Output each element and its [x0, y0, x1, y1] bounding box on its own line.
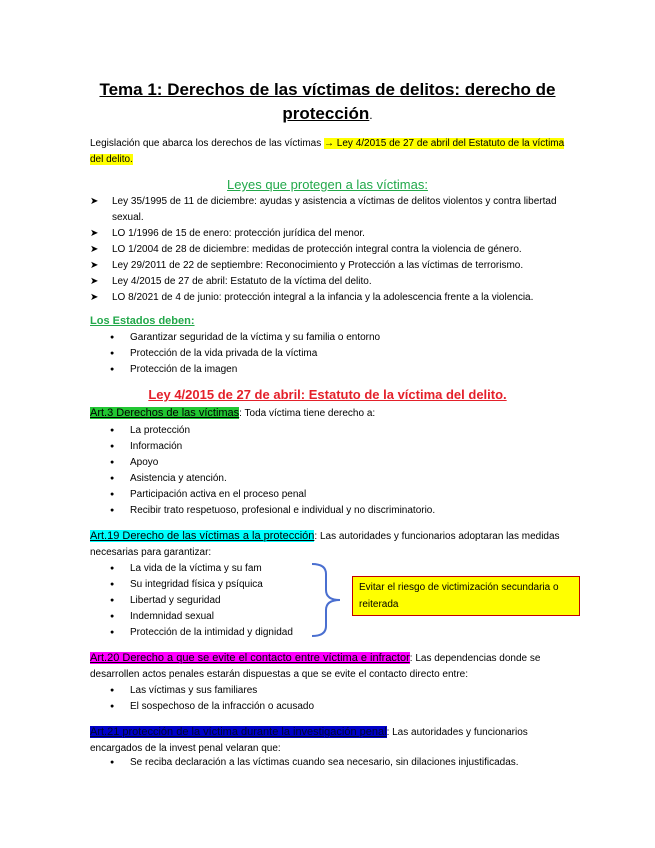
- curly-brace-icon: [308, 560, 348, 640]
- art3-text: : Toda víctima tiene derecho a:: [239, 408, 376, 419]
- art3-label: Art.3 Derechos de las víctimas: [90, 407, 240, 419]
- art21-text: : Las autoridades y funcionarios encargados de la invest penal velaran que:: [90, 727, 528, 754]
- page-title: [60, 78, 595, 127]
- list-item: ● Garantizar seguridad de la víctima y su familia o entorno: [110, 330, 550, 346]
- art20-label: Art.20 Derecho a que se evite el contacto entre víctima e infractor: [90, 652, 410, 664]
- estados-heading: Los Estados deben:: [90, 315, 195, 327]
- list-item: ● Protección de la imagen: [110, 362, 550, 378]
- title-line-1: Tema 1: Derechos de las víctimas de delitos: derecho de: [99, 80, 556, 99]
- art19-list: [110, 561, 320, 641]
- ley4-heading: Ley 4/2015 de 27 de abril: Estatuto de la víctima del delito.: [148, 387, 507, 402]
- leyes-list: [90, 194, 572, 306]
- art21-paragraph: [90, 724, 570, 757]
- estados-list: [110, 330, 550, 378]
- list-item: ➤ Ley 29/2011 de 22 de septiembre: Reconocimiento y Protección a las víctimas de terrorismo.: [90, 258, 572, 274]
- art21-label: Art.21 protección de la víctima durante la investigación penal: [90, 726, 387, 738]
- legislacion-paragraph: [90, 136, 568, 168]
- list-item: ● La vida de la víctima y su fam: [110, 561, 320, 577]
- legislacion-highlight: → Ley 4/2015 de 27 de abril del Estatuto de la víctima del delito.: [90, 138, 565, 165]
- leyes-heading: Leyes que protegen a las víctimas:: [227, 177, 428, 192]
- art21-list: [110, 755, 570, 771]
- list-item: ● La protección: [110, 423, 570, 439]
- art3-list: [110, 423, 570, 519]
- list-item: ● Apoyo: [110, 455, 570, 471]
- list-item: ➤ LO 1/2004 de 28 de diciembre: medidas de protección integral contra la violencia de género.: [90, 242, 572, 258]
- list-item: ● Libertad y seguridad: [110, 593, 320, 609]
- list-item: ● Información: [110, 439, 570, 455]
- art20-text: : Las dependencias donde se desarrollen actos penales estarán dispuestas a que se evite el contacto directo entre:: [90, 653, 541, 680]
- list-item: ● Su integridad física y psíquica: [110, 577, 320, 593]
- list-item: ➤ Ley 4/2015 de 27 de abril: Estatuto de la víctima del delito.: [90, 274, 572, 290]
- list-item: ● Las víctimas y sus familiares: [110, 683, 550, 699]
- list-item: ● Asistencia y atención.: [110, 471, 570, 487]
- list-item: ● Protección de la vida privada de la víctima: [110, 346, 550, 362]
- art3-paragraph: [90, 405, 570, 422]
- legislacion-text: Legislación que abarca los derechos de las víctimas: [90, 138, 325, 149]
- list-item: ➤ LO 8/2021 de 4 de junio: protección integral a la infancia y la adolescencia frente a la violencia.: [90, 290, 572, 306]
- list-item: ● El sospechoso de la infracción o acusado: [110, 699, 550, 715]
- list-item: ● Protección de la intimidad y dignidad: [110, 625, 320, 641]
- title-line-2: protección: [282, 104, 370, 123]
- list-item: ● Recibir trato respetuoso, profesional e individual y no discriminatorio.: [110, 503, 570, 519]
- art20-list: [110, 683, 550, 715]
- list-item: ➤ LO 1/1996 de 15 de enero: protección jurídica del menor.: [90, 226, 572, 242]
- victimizacion-note-box: [352, 576, 580, 616]
- list-item: ➤ Ley 35/1995 de 11 de diciembre: ayudas y asistencia a víctimas de delitos violentos y contra libertad sexual.: [90, 194, 572, 226]
- art19-label: Art.19 Derecho de las víctimas a la protección: [90, 530, 315, 542]
- victimizacion-note: Evitar el riesgo de victimización secundaria o reiterada: [359, 582, 559, 610]
- art20-paragraph: [90, 650, 570, 683]
- list-item: ● Participación activa en el proceso penal: [110, 487, 570, 503]
- title-period: .: [369, 108, 373, 122]
- list-item: ● Indemnidad sexual: [110, 609, 320, 625]
- art19-paragraph: [90, 528, 570, 561]
- list-item: ● Se reciba declaración a las víctimas cuando sea necesario, sin dilaciones injustificadas.: [110, 755, 570, 771]
- art19-text: : Las autoridades y funcionarios adoptaran las medidas necesarias para garantizar:: [90, 531, 560, 558]
